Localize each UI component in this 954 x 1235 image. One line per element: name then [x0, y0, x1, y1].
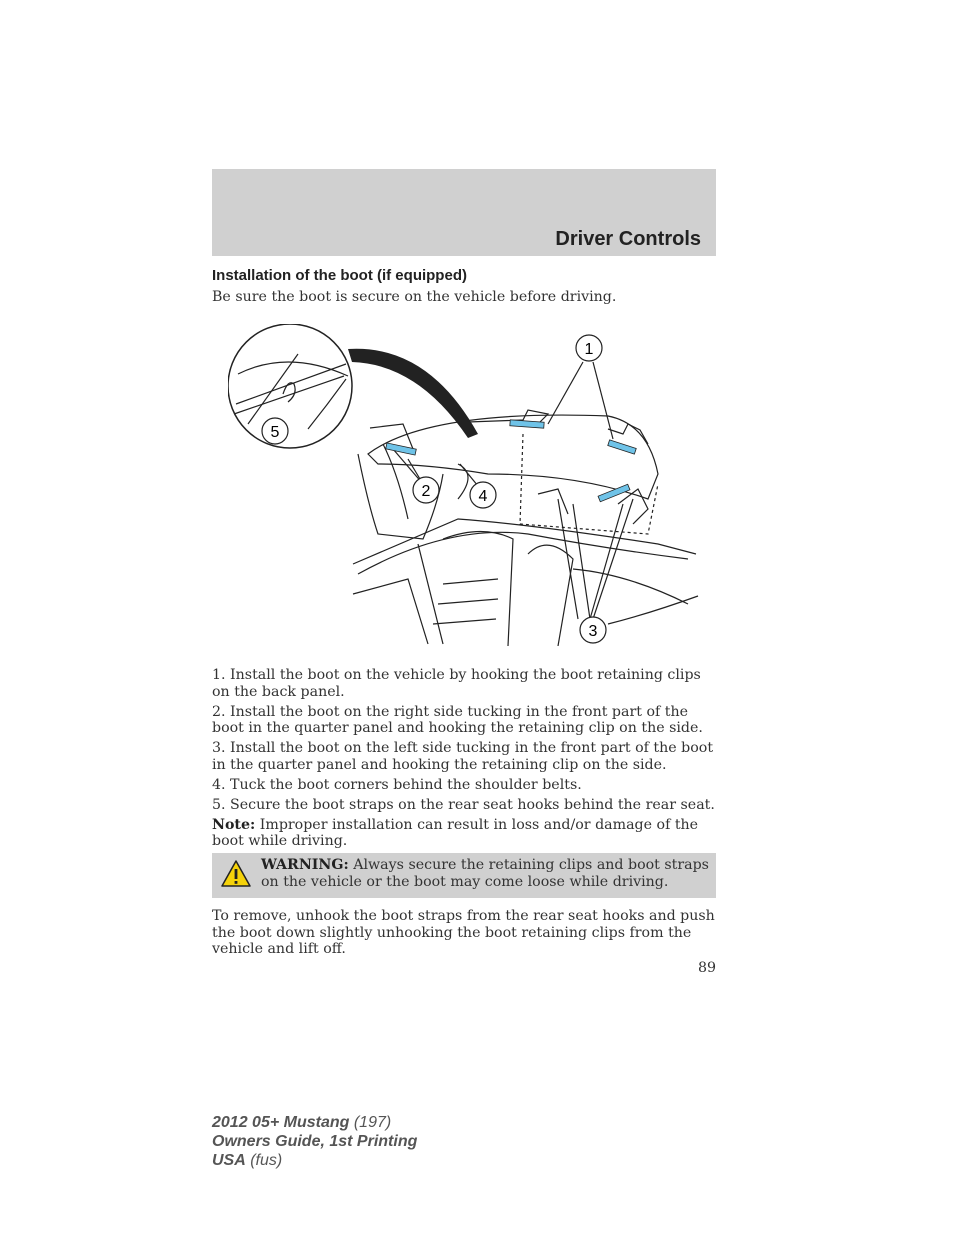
footer-model: 2012 05+ Mustang — [212, 1114, 350, 1131]
section-title: Driver Controls — [555, 228, 701, 250]
note-paragraph — [212, 817, 716, 850]
warning-text — [261, 857, 711, 890]
intro-text: Be sure the boot is secure on the vehicle before driving. — [212, 289, 617, 305]
footer — [212, 1113, 417, 1170]
step-item: 4. Tuck the boot corners behind the shoulder belts. — [212, 776, 582, 793]
callout-1: 1 — [584, 341, 594, 358]
boot-diagram — [228, 324, 700, 646]
callout-4: 4 — [478, 488, 488, 505]
step-item: 5. Secure the boot straps on the rear seat hooks behind the rear seat. — [212, 796, 715, 813]
callout-5: 5 — [270, 424, 280, 441]
callout-2: 2 — [421, 483, 431, 500]
header-band — [212, 169, 716, 256]
footer-printing: Owners Guide, 1st Printing — [212, 1133, 418, 1150]
page-heading: Installation of the boot (if equipped) — [212, 267, 467, 284]
step-item: 1. Install the boot on the vehicle by hooking the boot retaining clips on the back panel. — [212, 667, 701, 700]
footer-line-1 — [212, 1113, 417, 1132]
removal-paragraph: To remove, unhook the boot straps from the rear seat hooks and push the boot down slightly unhooking the boot retaining clips from the vehicle and lift off. — [212, 908, 715, 957]
warning-box — [212, 853, 716, 898]
note-text: Improper installation can result in loss and/or damage of the boot while driving. — [212, 816, 699, 849]
footer-line-3 — [212, 1151, 417, 1170]
step-item: 2. Install the boot on the right side tucking in the front part of the boot in the quarter panel and hooking the retaining clip on the side. — [212, 703, 703, 736]
note-label: Note: — [212, 816, 256, 833]
step-item: 3. Install the boot on the left side tucking in the front part of the boot in the quarter panel and hooking the retaining clip on the side. — [212, 740, 714, 773]
warning-triangle-icon — [220, 859, 252, 889]
warning-message: Always secure the retaining clips and boot straps on the vehicle or the boot may come loose while driving. — [261, 857, 709, 890]
footer-line-2 — [212, 1132, 417, 1151]
callout-3: 3 — [588, 623, 598, 640]
footer-model-code: (197) — [349, 1114, 392, 1131]
installation-steps — [212, 667, 716, 853]
boot-installation-illustration — [228, 324, 700, 646]
page-number: 89 — [697, 960, 716, 976]
warning-label: WARNING: — [261, 857, 349, 873]
footer-region-code: (fus) — [245, 1152, 283, 1169]
footer-region: USA — [212, 1152, 246, 1169]
